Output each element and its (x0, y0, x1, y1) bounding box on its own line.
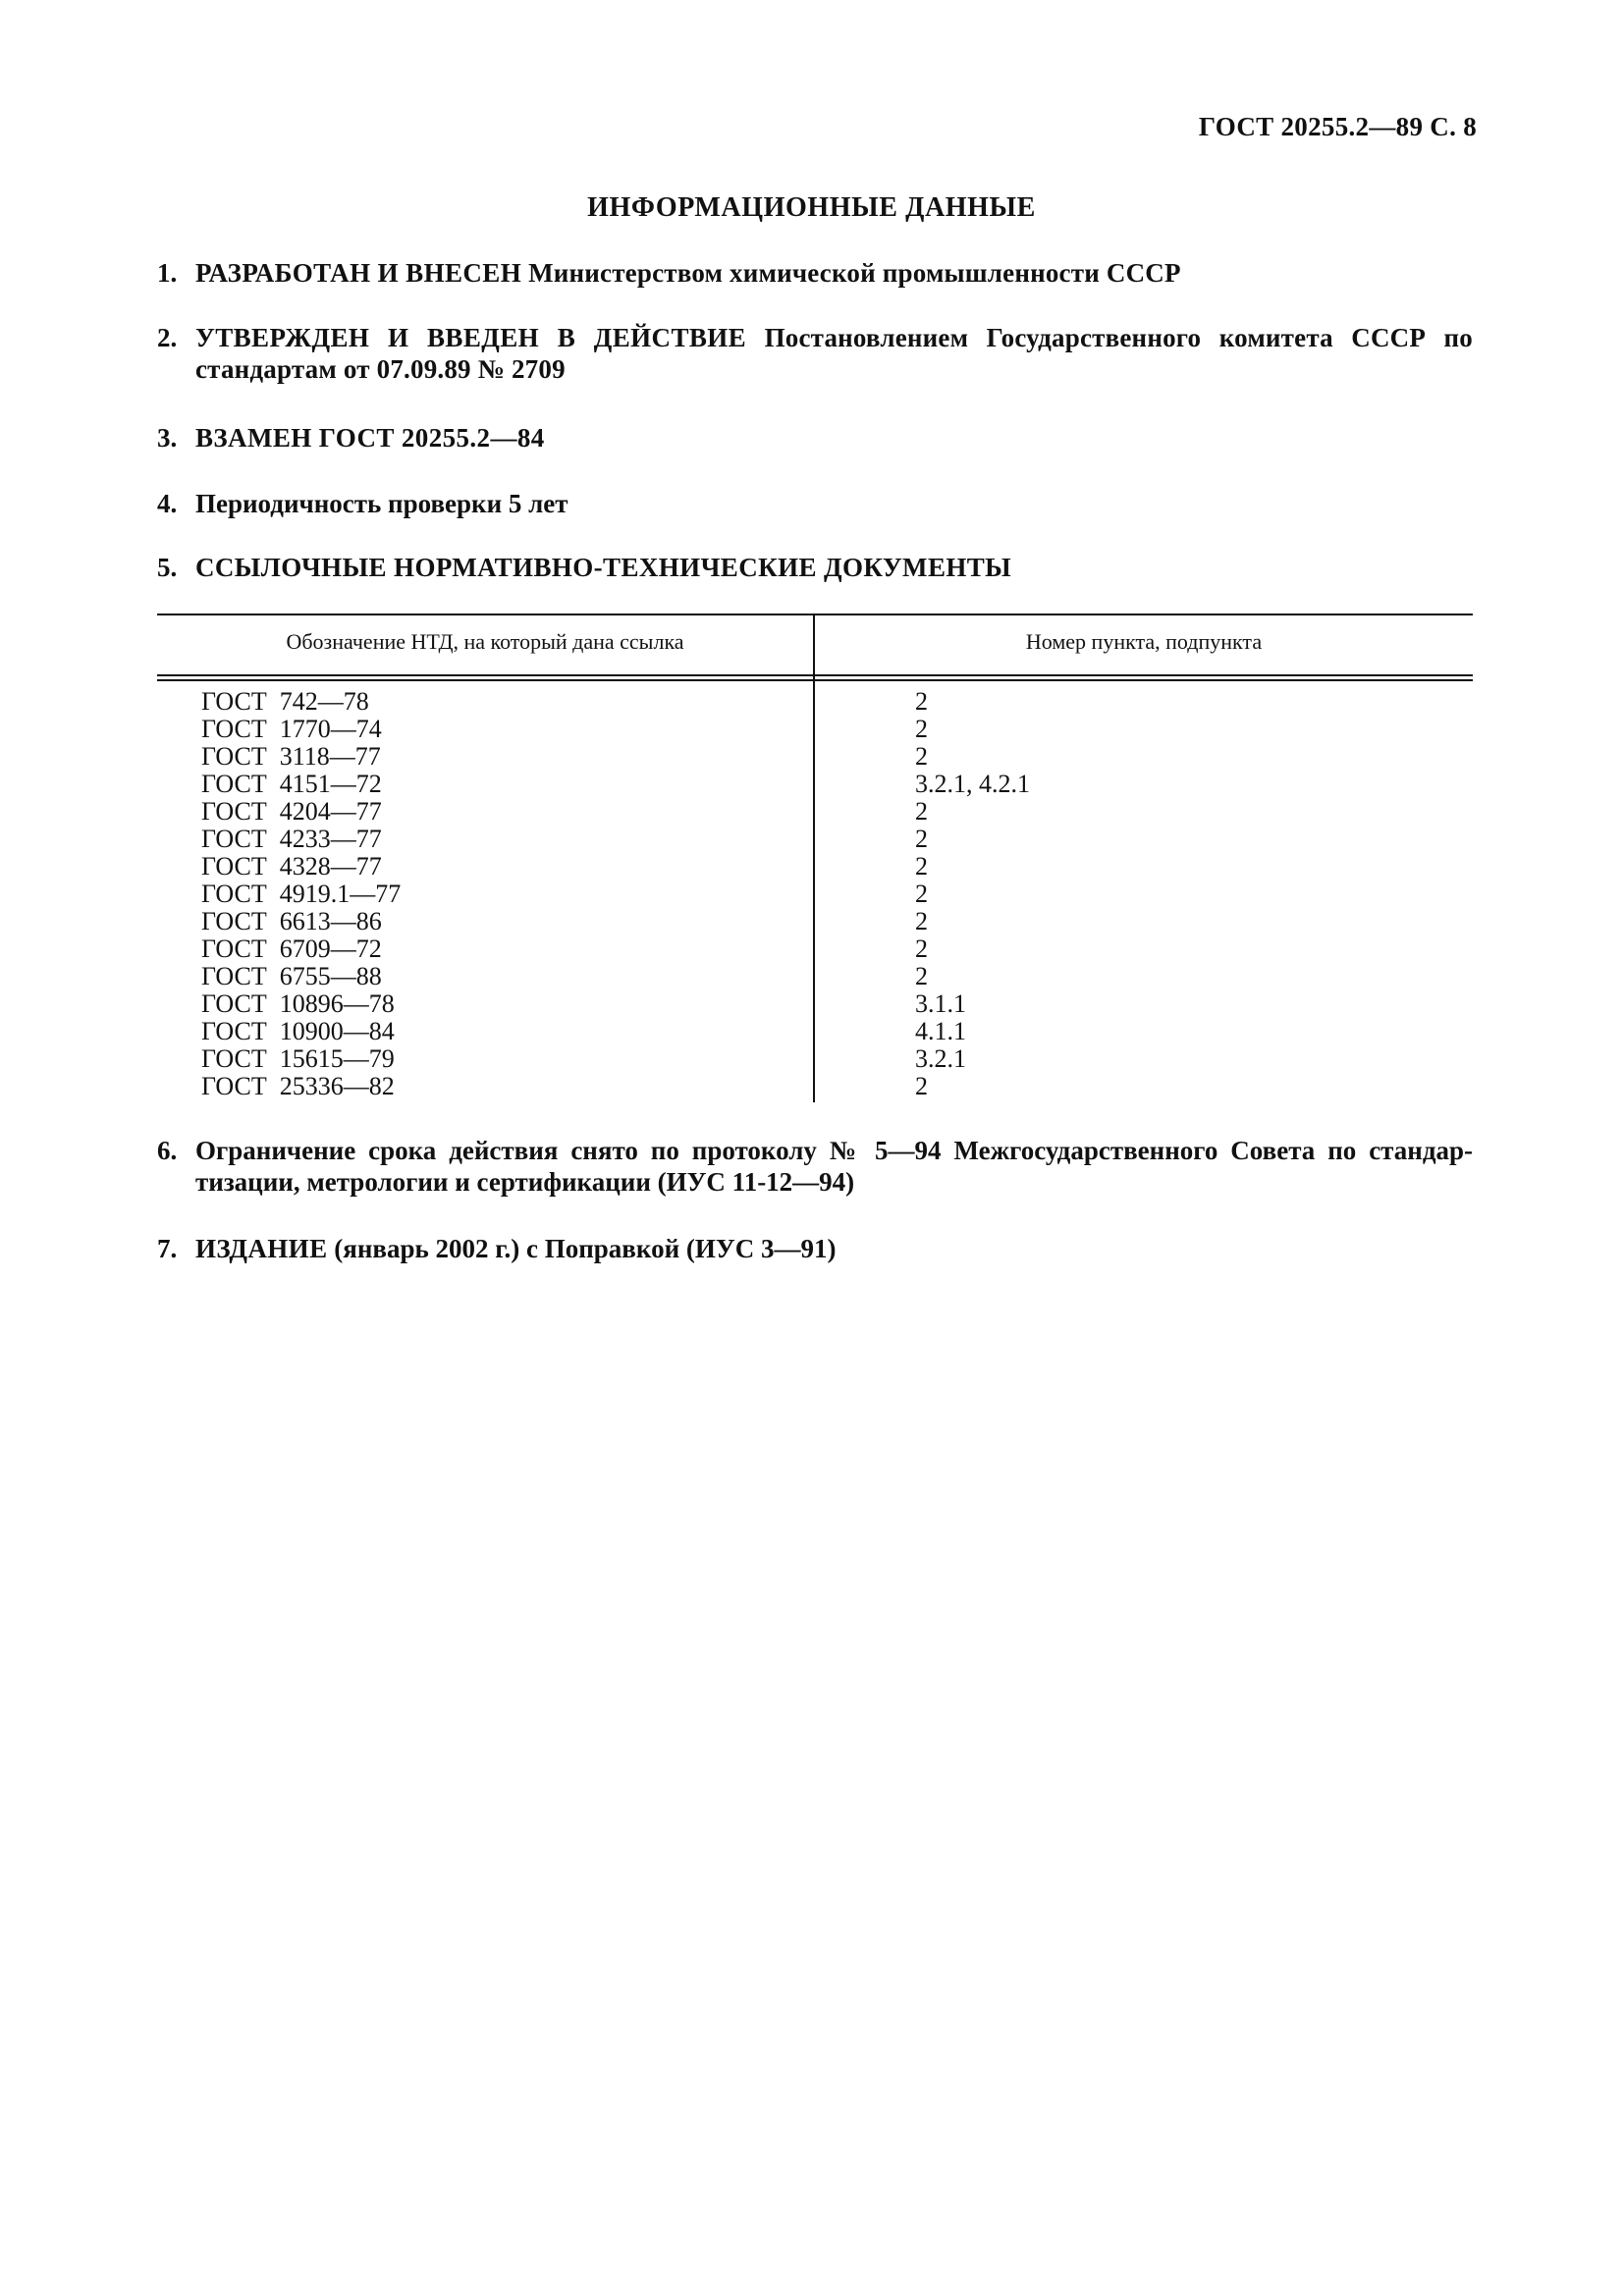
clause-number: 3.1.1 (915, 989, 966, 1018)
item-lead: ВЗАМЕН ГОСТ 20255.2—84 (195, 423, 545, 453)
item-text: Ограничение срока действия снято по протоколу № 5—94 Межгосударственного Совета по стандар-тизации, метрологии и сертификации (ИУС 11-12—94) (195, 1136, 1473, 1197)
clause-number: 2 (915, 934, 928, 963)
item-number: 3. (157, 423, 178, 453)
clause-number: 2 (915, 962, 928, 990)
table-header-clause: Номер пункта, подпункта (1025, 629, 1263, 654)
page-header-reference: ГОСТ 20255.2—89 С. 8 (1198, 112, 1477, 141)
table-row (157, 881, 1473, 908)
gost-designation: ГОСТ 25336—82 (201, 1072, 395, 1100)
item-text: Постановлением Государственного комитета СССР по стандартам от 07.09.89 № 2709 (195, 323, 1473, 384)
item-number: 7. (157, 1234, 178, 1263)
clause-number: 2 (915, 742, 928, 771)
document-title: ИНФОРМАЦИОННЫЕ ДАННЫЕ (587, 192, 1036, 223)
gost-designation: ГОСТ 15615—79 (201, 1044, 395, 1073)
info-item-1 (157, 257, 1473, 289)
clause-number: 2 (915, 852, 928, 881)
item-number: 1. (157, 258, 178, 288)
clause-number: 2 (915, 880, 928, 908)
table-row (157, 1018, 1473, 1045)
info-item-6 (157, 1135, 1473, 1198)
info-item-5 (157, 552, 1473, 583)
table-row (157, 853, 1473, 881)
gost-designation: ГОСТ 6709—72 (201, 934, 382, 963)
clause-number: 4.1.1 (915, 1017, 966, 1045)
clause-number: 3.2.1 (915, 1044, 966, 1073)
gost-designation: ГОСТ 4204—77 (201, 797, 382, 826)
table-row (157, 826, 1473, 853)
item-text: Министерством химической промышленности СССР (521, 258, 1181, 288)
gost-designation: ГОСТ 10900—84 (201, 1017, 395, 1045)
table-row (157, 935, 1473, 963)
clause-number: 2 (915, 1072, 928, 1100)
gost-designation: ГОСТ 4233—77 (201, 825, 382, 853)
gost-designation: ГОСТ 3118—77 (201, 742, 381, 771)
clause-number: 2 (915, 907, 928, 935)
table-row (157, 716, 1473, 743)
table-row (157, 963, 1473, 990)
gost-designation: ГОСТ 1770—74 (201, 715, 382, 743)
item-number: 5. (157, 553, 178, 582)
item-number: 4. (157, 489, 178, 518)
table-top-rule (157, 614, 1473, 615)
info-item-2 (157, 322, 1473, 385)
gost-designation: ГОСТ 4151—72 (201, 770, 382, 798)
table-row (157, 771, 1473, 798)
info-item-7 (157, 1233, 1473, 1264)
clause-number: 3.2.1, 4.2.1 (915, 770, 1030, 798)
table-row (157, 990, 1473, 1018)
item-lead: ССЫЛОЧНЫЕ НОРМАТИВНО-ТЕХНИЧЕСКИЕ ДОКУМЕНТЫ (195, 553, 1012, 582)
item-text: (январь 2002 г.) с Поправкой (ИУС 3—91) (327, 1234, 837, 1263)
reference-documents-table (157, 614, 1473, 1102)
gost-designation: ГОСТ 742—78 (201, 687, 369, 716)
gost-designation: ГОСТ 6755—88 (201, 962, 382, 990)
clause-number: 2 (915, 797, 928, 826)
item-number: 2. (157, 323, 178, 352)
item-text: Периодичность проверки 5 лет (195, 489, 568, 518)
table-row (157, 1045, 1473, 1073)
item-lead: ИЗДАНИЕ (195, 1234, 328, 1263)
info-item-4 (157, 488, 1473, 519)
gost-designation: ГОСТ 10896—78 (201, 989, 395, 1018)
table-row (157, 688, 1473, 716)
table-row (157, 798, 1473, 826)
table-header-double-rule (157, 674, 1473, 681)
gost-designation: ГОСТ 4919.1—77 (201, 880, 402, 908)
item-lead: УТВЕРЖДЕН И ВВЕДЕН В ДЕЙСТВИЕ (195, 323, 747, 352)
table-row (157, 1073, 1473, 1100)
item-number: 6. (157, 1136, 178, 1165)
info-item-3 (157, 422, 1473, 454)
table-body (157, 688, 1473, 1100)
clause-number: 2 (915, 687, 928, 716)
table-row (157, 908, 1473, 935)
table-row (157, 743, 1473, 771)
gost-designation: ГОСТ 6613—86 (201, 907, 382, 935)
clause-number: 2 (915, 825, 928, 853)
clause-number: 2 (915, 715, 928, 743)
table-header-designation: Обозначение НТД, на который дана ссылка (286, 629, 684, 654)
gost-designation: ГОСТ 4328—77 (201, 852, 382, 881)
item-lead: РАЗРАБОТАН И ВНЕСЕН (195, 258, 522, 288)
